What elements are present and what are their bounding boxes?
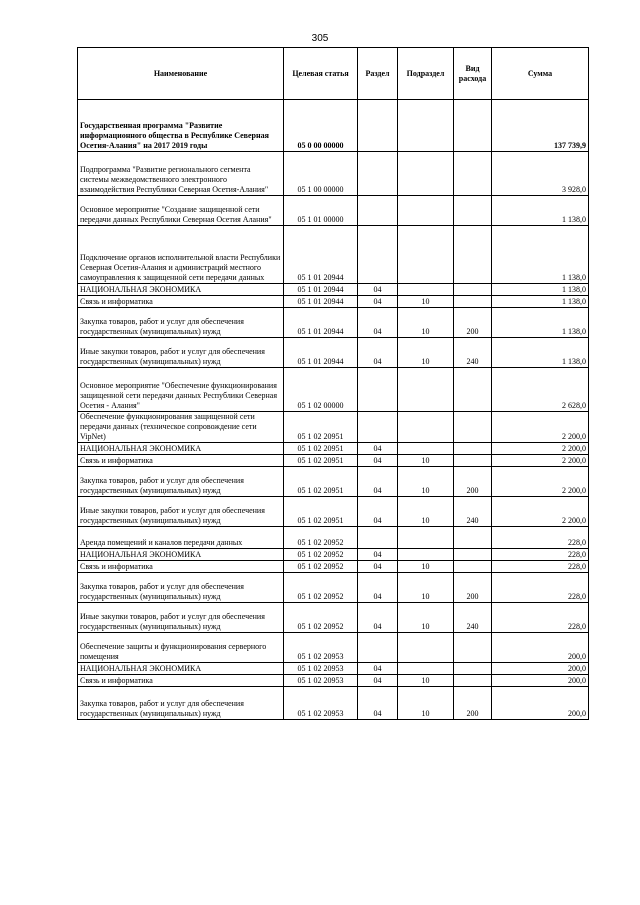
- table-row: [78, 100, 589, 152]
- row-sum: 1 138,0: [492, 284, 589, 296]
- row-section: 04: [358, 549, 398, 561]
- row-subsection: 10: [398, 573, 454, 603]
- row-section: 04: [358, 663, 398, 675]
- row-target-code: 05 1 02 20952: [284, 573, 358, 603]
- row-expense-type: 200: [454, 308, 492, 338]
- row-expense-type: [454, 226, 492, 284]
- row-subsection: [398, 196, 454, 226]
- row-name: Обеспечение функционирования защищенной сети передачи данных (техническое сопровождение сети VipNet): [78, 412, 284, 443]
- row-section: [358, 527, 398, 549]
- row-section: [358, 368, 398, 412]
- header-name: Наименование: [78, 48, 284, 100]
- row-name: Закупка товаров, работ и услуг для обеспечения государственных (муниципальных) нужд: [78, 467, 284, 497]
- row-subsection: [398, 412, 454, 443]
- row-expense-type: 240: [454, 338, 492, 368]
- row-target-code: 05 1 02 20951: [284, 443, 358, 455]
- row-expense-type: 200: [454, 467, 492, 497]
- row-sum: 200,0: [492, 675, 589, 687]
- row-name: Связь и информатика: [78, 561, 284, 573]
- row-subsection: 10: [398, 338, 454, 368]
- row-name: Закупка товаров, работ и услуг для обеспечения государственных (муниципальных) нужд: [78, 687, 284, 720]
- table-body: [78, 100, 589, 720]
- row-sum: 228,0: [492, 603, 589, 633]
- row-name: Основное мероприятие "Создание защищенной сети передачи данных Республики Северная Осетия Алания": [78, 196, 284, 226]
- row-section: [358, 412, 398, 443]
- row-sum: 228,0: [492, 561, 589, 573]
- row-sum: 1 138,0: [492, 296, 589, 308]
- row-expense-type: [454, 443, 492, 455]
- row-sum: 2 200,0: [492, 467, 589, 497]
- row-sum: 1 138,0: [492, 308, 589, 338]
- row-sum: 1 138,0: [492, 196, 589, 226]
- table-row: [78, 573, 589, 603]
- row-expense-type: 240: [454, 603, 492, 633]
- row-subsection: [398, 284, 454, 296]
- row-expense-type: [454, 152, 492, 196]
- row-expense-type: [454, 549, 492, 561]
- row-name: НАЦИОНАЛЬНАЯ ЭКОНОМИКА: [78, 549, 284, 561]
- table-row: [78, 412, 589, 443]
- table-row: [78, 603, 589, 633]
- row-target-code: 05 1 02 20953: [284, 633, 358, 663]
- row-section: 04: [358, 573, 398, 603]
- row-subsection: [398, 633, 454, 663]
- row-section: [358, 633, 398, 663]
- row-sum: 200,0: [492, 663, 589, 675]
- table-row: [78, 467, 589, 497]
- row-target-code: 05 1 02 20953: [284, 675, 358, 687]
- row-subsection: [398, 100, 454, 152]
- row-subsection: [398, 368, 454, 412]
- row-section: 04: [358, 497, 398, 527]
- row-subsection: [398, 527, 454, 549]
- row-subsection: 10: [398, 467, 454, 497]
- row-expense-type: 200: [454, 687, 492, 720]
- row-name: Подключение органов исполнительной власти Республики Северная Осетия-Алания и администраций местного самоуправления к защищенной сети передачи данных: [78, 226, 284, 284]
- row-section: 04: [358, 308, 398, 338]
- row-section: [358, 226, 398, 284]
- row-section: 04: [358, 296, 398, 308]
- row-target-code: 05 1 00 00000: [284, 152, 358, 196]
- row-sum: 228,0: [492, 573, 589, 603]
- row-target-code: 05 1 01 20944: [284, 308, 358, 338]
- row-subsection: 10: [398, 687, 454, 720]
- row-expense-type: [454, 284, 492, 296]
- row-subsection: 10: [398, 308, 454, 338]
- row-name: НАЦИОНАЛЬНАЯ ЭКОНОМИКА: [78, 443, 284, 455]
- table-row: [78, 296, 589, 308]
- header-sum: Сумма: [492, 48, 589, 100]
- row-subsection: 10: [398, 497, 454, 527]
- row-sum: 200,0: [492, 687, 589, 720]
- row-section: [358, 196, 398, 226]
- header-target: Целевая статья: [284, 48, 358, 100]
- row-sum: 2 200,0: [492, 497, 589, 527]
- table-row: [78, 663, 589, 675]
- row-name: Аренда помещений и каналов передачи данных: [78, 527, 284, 549]
- row-target-code: 05 1 02 20952: [284, 527, 358, 549]
- row-name: Иные закупки товаров, работ и услуг для обеспечения государственных (муниципальных) нужд: [78, 603, 284, 633]
- row-expense-type: [454, 296, 492, 308]
- row-section: 04: [358, 675, 398, 687]
- row-subsection: 10: [398, 675, 454, 687]
- row-name: Закупка товаров, работ и услуг для обеспечения государственных (муниципальных) нужд: [78, 308, 284, 338]
- row-expense-type: [454, 675, 492, 687]
- page-number: 305: [311, 33, 329, 44]
- row-target-code: 05 1 02 00000: [284, 368, 358, 412]
- row-subsection: 10: [398, 561, 454, 573]
- table-row: [78, 284, 589, 296]
- row-section: 04: [358, 338, 398, 368]
- row-expense-type: [454, 663, 492, 675]
- row-target-code: 05 1 02 20951: [284, 497, 358, 527]
- table-row: [78, 549, 589, 561]
- row-name: Закупка товаров, работ и услуг для обеспечения государственных (муниципальных) нужд: [78, 573, 284, 603]
- row-expense-type: [454, 561, 492, 573]
- row-name: Связь и информатика: [78, 296, 284, 308]
- table-row: [78, 455, 589, 467]
- row-name: НАЦИОНАЛЬНАЯ ЭКОНОМИКА: [78, 284, 284, 296]
- row-name: Обеспечение защиты и функционирования серверного помещения: [78, 633, 284, 663]
- row-target-code: 05 1 01 20944: [284, 338, 358, 368]
- row-section: 04: [358, 455, 398, 467]
- row-sum: 2 200,0: [492, 443, 589, 455]
- table-row: [78, 633, 589, 663]
- row-expense-type: 240: [454, 497, 492, 527]
- row-sum: 137 739,9: [492, 100, 589, 152]
- row-subsection: [398, 663, 454, 675]
- row-expense-type: [454, 455, 492, 467]
- row-subsection: [398, 549, 454, 561]
- row-expense-type: [454, 196, 492, 226]
- row-target-code: 05 1 01 20944: [284, 296, 358, 308]
- row-subsection: 10: [398, 455, 454, 467]
- table-row: [78, 368, 589, 412]
- table-row: [78, 196, 589, 226]
- row-section: 04: [358, 603, 398, 633]
- row-target-code: 05 1 02 20952: [284, 561, 358, 573]
- row-section: 04: [358, 443, 398, 455]
- row-section: 04: [358, 284, 398, 296]
- row-target-code: 05 0 00 00000: [284, 100, 358, 152]
- row-name: Связь и информатика: [78, 675, 284, 687]
- row-sum: 228,0: [492, 527, 589, 549]
- row-name: Иные закупки товаров, работ и услуг для обеспечения государственных (муниципальных) нужд: [78, 338, 284, 368]
- row-name: Связь и информатика: [78, 455, 284, 467]
- row-section: 04: [358, 467, 398, 497]
- row-subsection: 10: [398, 296, 454, 308]
- row-name: Государственная программа "Развитие информационного общества в Республике Северная Осетия-Алания" на 2017 2019 годы: [78, 100, 284, 152]
- row-target-code: 05 1 02 20953: [284, 663, 358, 675]
- row-target-code: 05 1 01 20944: [284, 226, 358, 284]
- row-name: Иные закупки товаров, работ и услуг для обеспечения государственных (муниципальных) нужд: [78, 497, 284, 527]
- row-subsection: 10: [398, 603, 454, 633]
- row-expense-type: [454, 527, 492, 549]
- budget-table: [77, 47, 589, 720]
- row-sum: 1 138,0: [492, 338, 589, 368]
- row-sum: 2 200,0: [492, 412, 589, 443]
- row-expense-type: [454, 368, 492, 412]
- header-subsection: Подраздел: [398, 48, 454, 100]
- header-section: Раздел: [358, 48, 398, 100]
- row-target-code: 05 1 02 20951: [284, 412, 358, 443]
- row-expense-type: [454, 412, 492, 443]
- row-subsection: [398, 226, 454, 284]
- row-section: 04: [358, 687, 398, 720]
- row-sum: 1 138,0: [492, 226, 589, 284]
- row-expense-type: [454, 100, 492, 152]
- table-row: [78, 443, 589, 455]
- table-row: [78, 675, 589, 687]
- table-row: [78, 527, 589, 549]
- row-target-code: 05 1 01 00000: [284, 196, 358, 226]
- row-section: [358, 152, 398, 196]
- row-section: 04: [358, 561, 398, 573]
- row-sum: 3 928,0: [492, 152, 589, 196]
- table-row: [78, 226, 589, 284]
- row-expense-type: [454, 633, 492, 663]
- table-row: [78, 497, 589, 527]
- table-row: [78, 152, 589, 196]
- row-target-code: 05 1 02 20953: [284, 687, 358, 720]
- row-subsection: [398, 152, 454, 196]
- table-row: [78, 308, 589, 338]
- row-name: Подпрограмма "Развитие регионального сегмента системы межведомственного электронного взаимодействия Республики Северная Осетия-Алания": [78, 152, 284, 196]
- table-row: [78, 338, 589, 368]
- row-sum: 228,0: [492, 549, 589, 561]
- row-target-code: 05 1 02 20951: [284, 455, 358, 467]
- table-row: [78, 687, 589, 720]
- row-name: Основное мероприятие "Обеспечение функционирования защищенной сети передачи данных Республики Северная Осетия - Алания": [78, 368, 284, 412]
- row-name: НАЦИОНАЛЬНАЯ ЭКОНОМИКА: [78, 663, 284, 675]
- header-expense-type: Вид расхода: [454, 48, 492, 100]
- table-row: [78, 561, 589, 573]
- row-target-code: 05 1 01 20944: [284, 284, 358, 296]
- row-target-code: 05 1 02 20952: [284, 603, 358, 633]
- row-target-code: 05 1 02 20952: [284, 549, 358, 561]
- row-sum: 200,0: [492, 633, 589, 663]
- row-sum: 2 628,0: [492, 368, 589, 412]
- table-header-row: [78, 48, 589, 100]
- row-section: [358, 100, 398, 152]
- row-subsection: [398, 443, 454, 455]
- row-expense-type: 200: [454, 573, 492, 603]
- row-sum: 2 200,0: [492, 455, 589, 467]
- row-target-code: 05 1 02 20951: [284, 467, 358, 497]
